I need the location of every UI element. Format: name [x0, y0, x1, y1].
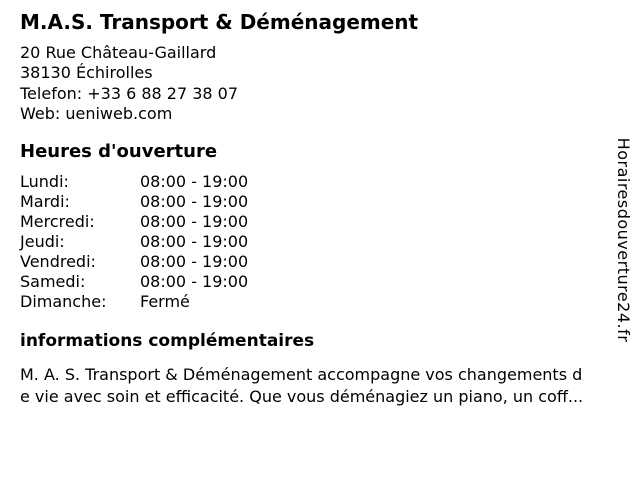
day-label: Samedi: — [20, 272, 86, 292]
description-line-2: e vie avec soin et efficacité. Que vous déménagiez un piano, un coff... — [20, 387, 584, 407]
business-name: M.A.S. Transport & Déménagement — [20, 10, 419, 34]
day-label: Vendredi: — [20, 252, 96, 272]
day-label: Jeudi: — [20, 232, 65, 252]
day-label: Lundi: — [20, 172, 69, 192]
hours-row — [20, 192, 248, 212]
opening-hours-title: Heures d'ouverture — [20, 141, 218, 163]
phone-line: Telefon: +33 6 88 27 38 07 — [20, 83, 239, 103]
day-label: Mardi: — [20, 192, 70, 212]
hours-row — [20, 232, 248, 252]
description-block — [20, 364, 583, 408]
day-label: Mercredi: — [20, 212, 95, 232]
hours-row — [20, 252, 248, 272]
day-label: Dimanche: — [20, 292, 107, 312]
day-hours: 08:00 - 19:00 — [140, 192, 249, 212]
day-hours: 08:00 - 19:00 — [140, 212, 249, 232]
main-content — [20, 10, 583, 408]
day-hours: 08:00 - 19:00 — [140, 252, 249, 272]
hours-row — [20, 172, 248, 192]
hours-row — [20, 292, 248, 312]
address-block — [20, 43, 583, 124]
address-city: 38130 Échirolles — [20, 63, 153, 83]
day-hours: Fermé — [140, 292, 190, 312]
additional-info-title: informations complémentaires — [20, 331, 315, 352]
day-hours: 08:00 - 19:00 — [140, 232, 249, 252]
web-line: Web: ueniweb.com — [20, 103, 173, 123]
address-street: 20 Rue Château-Gaillard — [20, 43, 217, 62]
day-hours: 08:00 - 19:00 — [140, 172, 249, 192]
hours-row — [20, 212, 248, 232]
hours-row — [20, 272, 248, 292]
description-line-1: M. A. S. Transport & Déménagement accompagne vos changements d — [20, 365, 583, 385]
day-hours: 08:00 - 19:00 — [140, 272, 249, 292]
watermark-vertical-text: Horairesdouverture24.fr — [614, 137, 633, 343]
opening-hours-table — [20, 172, 248, 312]
opening-hours-rows — [20, 172, 248, 312]
